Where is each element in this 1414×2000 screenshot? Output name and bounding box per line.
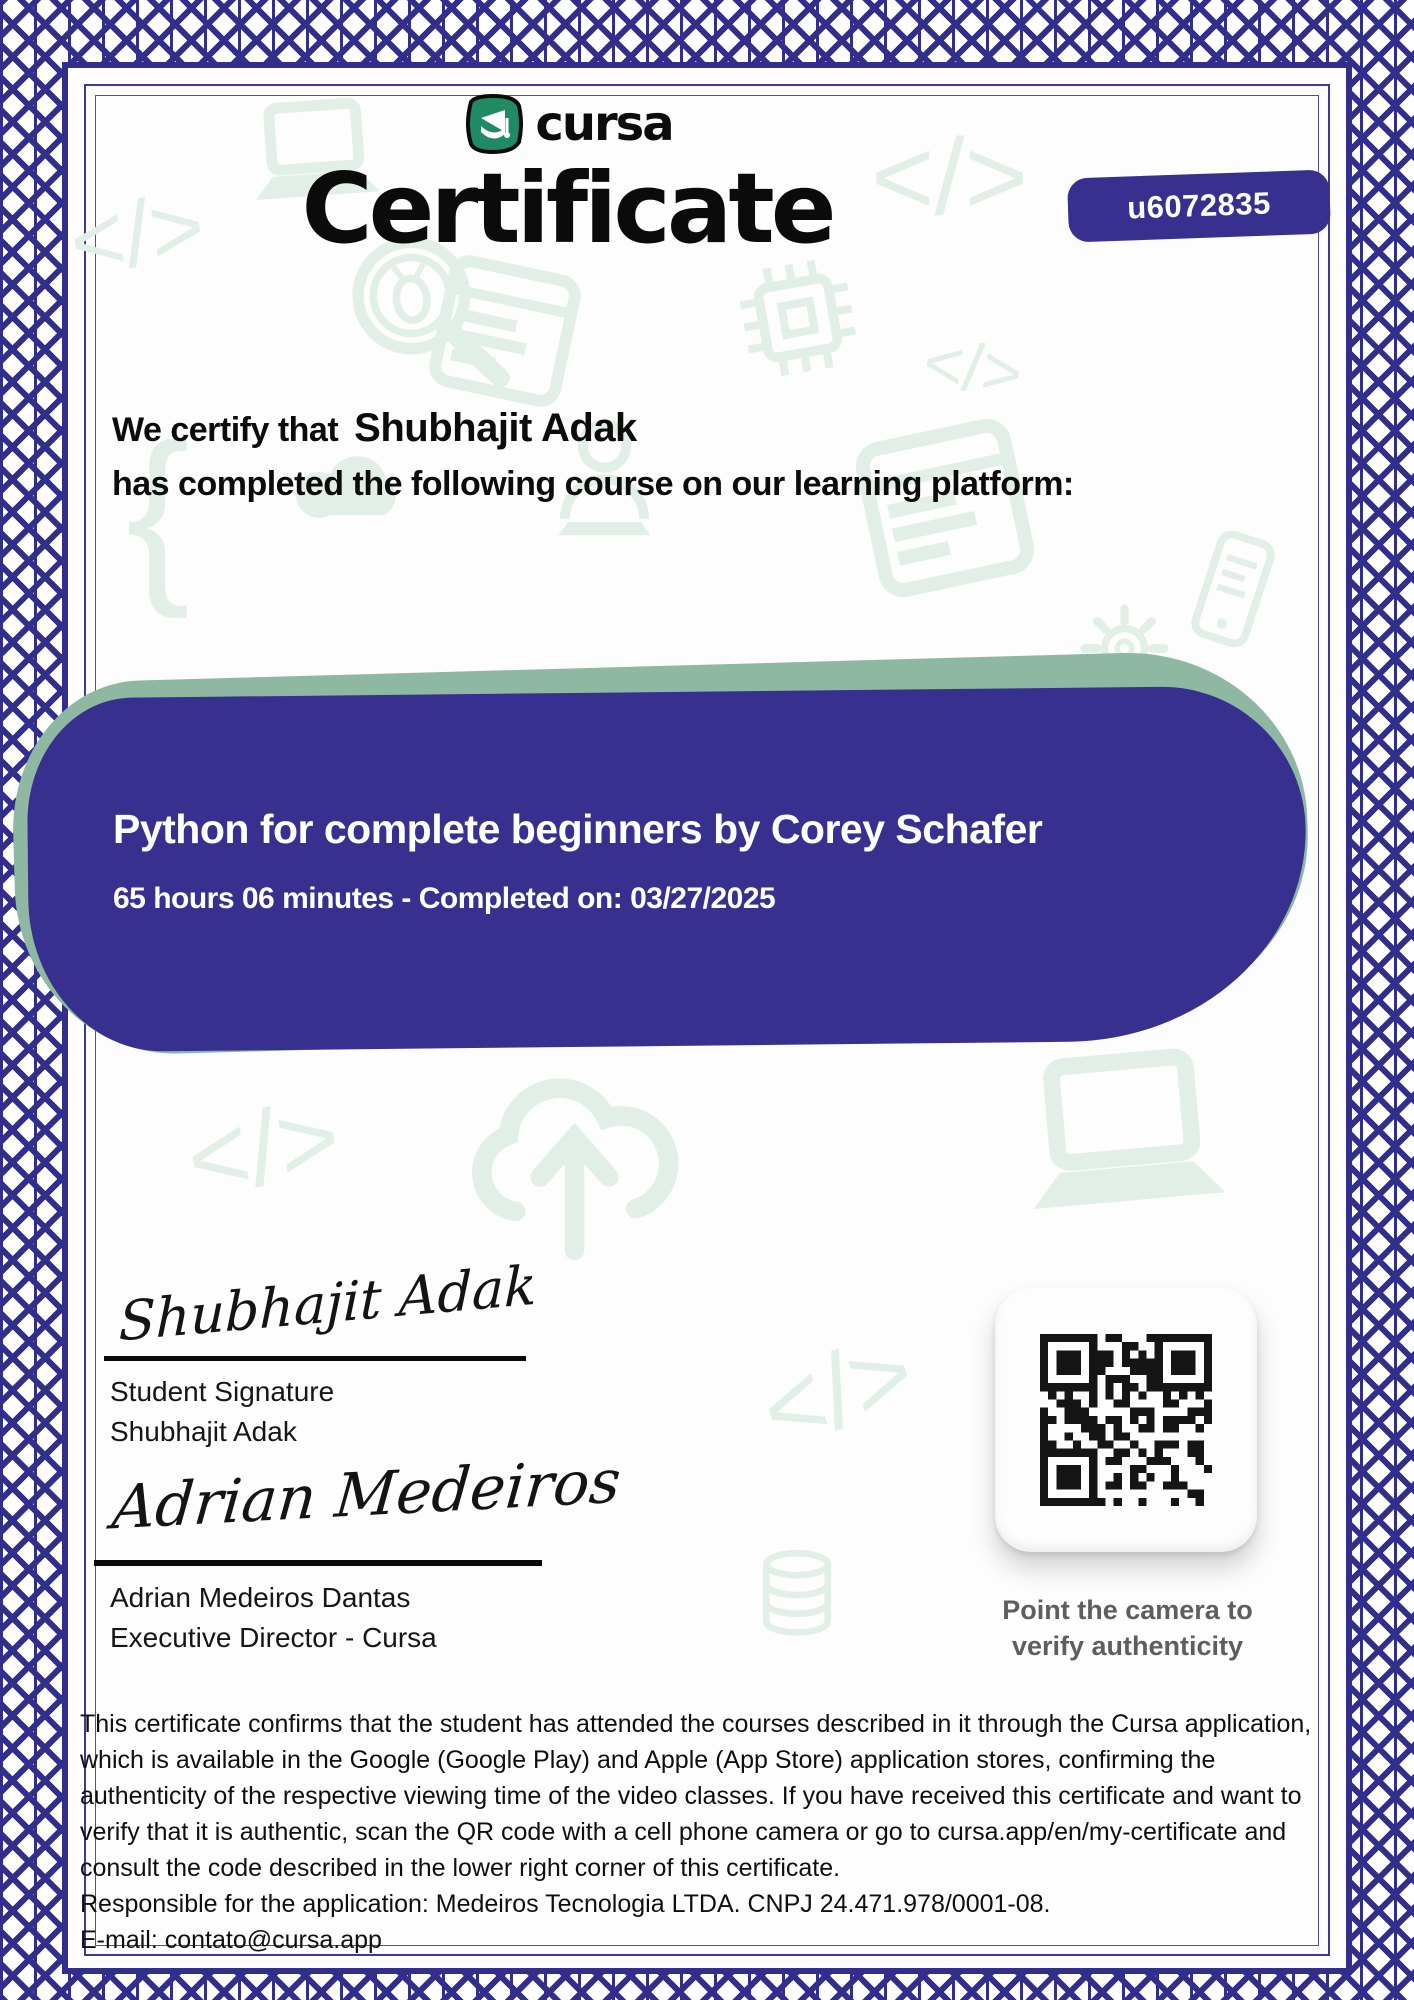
course-blob — [26, 685, 1308, 1052]
course-details: 65 hours 06 minutes - Completed on: 03/27/2025 — [113, 882, 776, 915]
laptop-watermark-icon — [995, 1018, 1255, 1278]
brand-logo — [90, 92, 1044, 156]
course-title: Python for complete beginners by Corey Schafer — [113, 806, 1043, 852]
director-signature-line — [94, 1560, 542, 1566]
student-signature-name: Shubhajit Adak — [110, 1416, 297, 1447]
student-signature-script: Shubhajit Adak — [118, 1253, 538, 1354]
cloudup-watermark-icon — [452, 1030, 697, 1275]
student-signature-role: Student Signature — [110, 1376, 335, 1407]
certificate-title: Certificate — [301, 152, 833, 265]
cursa-logo-icon — [461, 92, 525, 156]
student-signature-caption — [110, 1372, 334, 1452]
qr-caption — [935, 1592, 1320, 1664]
footer-paragraph: This certificate confirms that the student has attended the courses described in it through the Cursa application, which is available in the Google (Google Play) and Apple (App Store) application stores, confirming the authenticity of the respective viewing time of the video classes. If you have received this certificate and want to verify that it is authentic, scan the QR code with a cell phone camera or go to cursa.app/en/my-certificate and consult the code described in the lower right corner of this certificate. — [80, 1710, 1312, 1882]
certify-statement — [112, 406, 1074, 504]
student-name: Shubhajit Adak — [354, 406, 637, 450]
director-signature-script: Adrian Medeiros — [109, 1446, 624, 1544]
certificate-id-badge: u6072835 — [1067, 169, 1331, 242]
footer-responsible: Responsible for the application: Medeiros Tecnologia LTDA. CNPJ 24.471.978/0001-08. — [80, 1890, 1051, 1918]
certify-line2: has completed the following course on our learning platform: — [112, 465, 1074, 503]
qr-caption-line2: verify authenticity — [1011, 1631, 1244, 1661]
qr-card — [995, 1288, 1257, 1552]
director-name: Adrian Medeiros Dantas — [110, 1582, 411, 1613]
code-watermark-icon — [165, 1049, 362, 1246]
footer-legal-text — [80, 1706, 1338, 1958]
director-role: Executive Director - Cursa — [110, 1622, 437, 1653]
db-watermark-icon — [742, 1540, 852, 1650]
brand-wordmark: cursa — [535, 96, 673, 152]
qr-caption-line1: Point the camera to — [1002, 1595, 1253, 1625]
student-signature-line — [104, 1356, 526, 1361]
qr-code — [1040, 1334, 1212, 1506]
footer-email: E-mail: contato@cursa.app — [80, 1926, 382, 1954]
director-signature-caption — [110, 1578, 437, 1658]
certify-prefix: We certify that — [112, 411, 339, 449]
